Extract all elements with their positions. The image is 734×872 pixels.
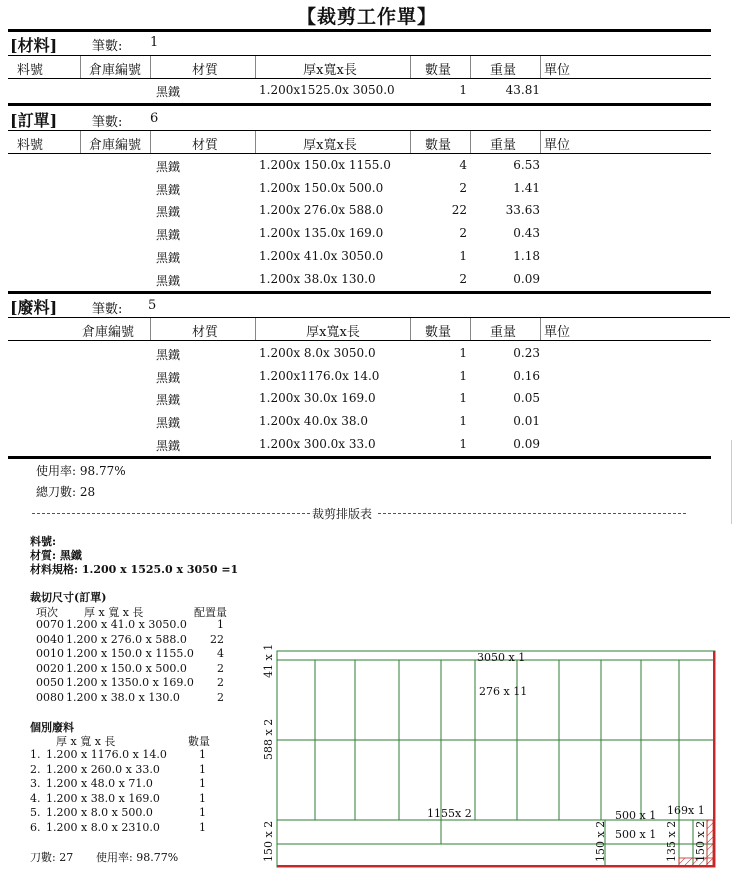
row-material: 黑鐵 <box>156 160 181 174</box>
cut-idx: 0010 <box>36 647 64 660</box>
row-dimensions: 1.200x 150.0x 1155.0 <box>259 158 391 172</box>
row-material: 黑鐵 <box>156 205 181 220</box>
label-left-588: 588 x 2 <box>262 718 275 760</box>
row-weight: 0.43 <box>513 226 540 241</box>
orders-count-label: 筆數: <box>92 115 123 130</box>
cut-qty: 1 <box>217 618 224 631</box>
scrap-qty: 1 <box>199 820 206 834</box>
label-mid: 276 x 11 <box>479 685 528 698</box>
scrap-qty: 1 <box>199 777 206 790</box>
scrap-no: 6. <box>30 820 41 834</box>
row-dimensions: 1.200x 135.0x 169.0 <box>259 226 384 241</box>
scrap-list-header-dim: 厚 x 寬 x 長 <box>56 735 116 748</box>
page-edge <box>731 440 732 524</box>
cut-dim: 1.200 x 276.0 x 588.0 <box>66 632 187 646</box>
materials-count-label: 筆數: <box>92 39 123 54</box>
rule <box>8 317 730 318</box>
column-header: 材質 <box>191 138 218 153</box>
row-dimensions: 1.200x1525.0x 3050.0 <box>259 83 395 97</box>
row-quantity: 1 <box>459 83 467 97</box>
column-header: 料號 <box>16 63 43 78</box>
label-left-150: 150 x 2 <box>262 820 275 862</box>
column-header: 厚x寬x長 <box>303 138 357 153</box>
materials-heading: [材料] <box>10 36 58 55</box>
material-label: 材質: 黑鐵 <box>30 549 82 562</box>
row-quantity: 1 <box>459 368 467 383</box>
column-divider <box>470 318 471 340</box>
column-header: 重量 <box>489 138 516 153</box>
scrap-dim: 1.200 x 48.0 x 71.0 <box>46 777 153 790</box>
label-v150: 150 x 2 <box>594 820 607 862</box>
row-weight: 0.23 <box>513 346 540 360</box>
row-weight: 0.05 <box>513 391 540 406</box>
row-material: 黑鐵 <box>156 416 181 431</box>
divider-left <box>32 513 310 514</box>
cut-dim: 1.200 x 150.0 x 500.0 <box>66 661 187 675</box>
column-header: 重量 <box>489 325 516 340</box>
cut-dim: 1.200 x 1350.0 x 169.0 <box>66 676 194 689</box>
row-dimensions: 1.200x 38.0x 130.0 <box>259 271 376 286</box>
row-material: 黑鐵 <box>156 85 181 99</box>
label-500a: 500 x 1 <box>615 809 657 822</box>
cut-idx: 0080 <box>36 690 64 704</box>
row-dimensions: 1.200x 30.0x 169.0 <box>259 391 376 406</box>
row-quantity: 2 <box>459 271 467 286</box>
scrap-dim: 1.200 x 38.0 x 169.0 <box>46 791 160 805</box>
scrap-count-label: 筆數: <box>92 302 123 317</box>
row-material: 黑鐵 <box>156 438 181 453</box>
cut-dim: 1.200 x 150.0 x 1155.0 <box>66 647 194 660</box>
total-cuts: 總刀數: 28 <box>36 485 96 499</box>
label-v150b: 150 x 2 <box>694 820 707 862</box>
page-title: 【裁剪工作單】 <box>296 6 437 28</box>
scrap-dim: 1.200 x 8.0 x 500.0 <box>46 806 153 819</box>
column-divider <box>540 131 541 153</box>
row-quantity: 1 <box>459 436 467 451</box>
scrap-no: 3. <box>30 777 41 790</box>
row-dimensions: 1.200x 41.0x 3050.0 <box>259 248 384 263</box>
row-weight: 43.81 <box>505 83 540 97</box>
label-top: 3050 x 1 <box>477 651 526 664</box>
column-header: 倉庫編號 <box>81 325 134 340</box>
cut-idx: 0020 <box>36 661 64 675</box>
column-divider <box>80 56 81 78</box>
row-quantity: 2 <box>459 180 467 195</box>
column-divider <box>150 131 151 153</box>
row-dimensions: 1.200x1176.0x 14.0 <box>259 368 380 383</box>
part-no: 料號: <box>30 535 57 548</box>
cut-qty: 22 <box>210 632 224 646</box>
column-divider <box>540 318 541 340</box>
column-divider <box>410 56 411 78</box>
rule <box>8 130 711 131</box>
row-quantity: 1 <box>459 248 467 263</box>
row-material: 黑鐵 <box>156 182 181 197</box>
rule <box>8 29 711 32</box>
row-quantity: 1 <box>459 391 467 406</box>
rule <box>8 153 711 154</box>
row-weight: 0.16 <box>513 368 540 383</box>
row-weight: 1.41 <box>513 180 540 195</box>
label-1155: 1155x 2 <box>427 807 472 820</box>
scrap-no: 4. <box>30 791 41 805</box>
layout-heading: 裁剪排版表 <box>312 507 373 521</box>
cut-idx: 0070 <box>36 618 64 631</box>
rule <box>8 340 711 341</box>
rule <box>8 55 711 56</box>
label-left-41: 41 x 1 <box>262 643 275 678</box>
row-weight: 0.01 <box>513 414 540 429</box>
row-material: 黑鐵 <box>156 370 181 385</box>
column-header: 單位 <box>544 138 571 153</box>
column-header: 數量 <box>424 63 451 78</box>
cut-header-qty: 配置量 <box>194 606 227 619</box>
row-dimensions: 1.200x 276.0x 588.0 <box>259 203 384 218</box>
column-header: 材質 <box>191 63 218 78</box>
column-header: 數量 <box>424 325 451 340</box>
scrap-dim: 1.200 x 1176.0 x 14.0 <box>46 748 167 761</box>
row-quantity: 4 <box>459 158 467 172</box>
scrap-dim: 1.200 x 8.0 x 2310.0 <box>46 820 160 834</box>
row-material: 黑鐵 <box>156 393 181 408</box>
column-divider <box>410 318 411 340</box>
cut-header-idx: 項次 <box>36 606 58 619</box>
cut-qty: 2 <box>217 676 224 689</box>
footer-cuts: 刀數: 27 <box>30 851 74 864</box>
column-header: 數量 <box>424 138 451 153</box>
column-divider <box>255 318 256 340</box>
column-header: 重量 <box>489 63 516 78</box>
scrap-no: 5. <box>30 806 41 819</box>
scrap-list-title: 個別廢料 <box>30 721 74 734</box>
scrap-list-header-qty: 數量 <box>188 735 210 748</box>
row-quantity: 2 <box>459 226 467 241</box>
column-divider <box>410 131 411 153</box>
cut-idx: 0040 <box>36 632 64 646</box>
column-header: 倉庫編號 <box>88 63 141 78</box>
row-dimensions: 1.200x 40.0x 38.0 <box>259 414 368 429</box>
row-material: 黑鐵 <box>156 228 181 243</box>
row-material: 黑鐵 <box>156 273 181 288</box>
cut-qty: 4 <box>217 647 224 660</box>
column-divider <box>80 131 81 153</box>
cut-idx: 0050 <box>36 676 64 689</box>
row-weight: 1.18 <box>513 248 540 263</box>
rule <box>8 291 711 294</box>
cutting-diagram <box>255 630 725 870</box>
column-divider <box>150 56 151 78</box>
column-divider <box>150 318 151 340</box>
scrap-qty: 1 <box>199 748 206 761</box>
rule <box>8 456 711 459</box>
scrap-qty: 1 <box>199 806 206 819</box>
row-weight: 6.53 <box>513 158 540 172</box>
row-quantity: 1 <box>459 346 467 360</box>
materials-count: 1 <box>150 35 159 50</box>
column-header: 單位 <box>544 325 571 340</box>
cut-title: 裁切尺寸(訂單) <box>30 591 107 604</box>
column-divider <box>255 56 256 78</box>
cut-dim: 1.200 x 38.0 x 130.0 <box>66 690 180 704</box>
label-v135: 135 x 2 <box>665 820 678 862</box>
label-169: 169x 1 <box>667 804 705 817</box>
column-divider <box>470 56 471 78</box>
orders-count: 6 <box>150 111 159 126</box>
row-weight: 0.09 <box>513 271 540 286</box>
column-divider <box>540 56 541 78</box>
column-header: 厚x寬x長 <box>303 63 357 78</box>
row-weight: 0.09 <box>513 436 540 451</box>
scrap-no: 1. <box>30 748 41 761</box>
column-header: 材質 <box>191 325 218 340</box>
column-header: 倉庫編號 <box>88 138 141 153</box>
scrap-no: 2. <box>30 762 41 776</box>
row-dimensions: 1.200x 150.0x 500.0 <box>259 180 384 195</box>
spec-label: 材料規格: 1.200 x 1525.0 x 3050 =1 <box>30 563 239 576</box>
scrap-count: 5 <box>148 298 157 313</box>
cut-dim: 1.200 x 41.0 x 3050.0 <box>66 618 187 631</box>
row-material: 黑鐵 <box>156 250 181 265</box>
column-divider <box>470 131 471 153</box>
row-dimensions: 1.200x 300.0x 33.0 <box>259 436 376 451</box>
scrap-qty: 1 <box>199 762 206 776</box>
column-header: 厚x寬x長 <box>306 325 360 340</box>
cut-qty: 2 <box>217 690 224 704</box>
orders-heading: [訂單] <box>10 111 58 130</box>
label-500b: 500 x 1 <box>615 828 657 841</box>
cut-header-dim: 厚 x 寬 x 長 <box>84 606 144 619</box>
rule <box>8 78 711 79</box>
column-header: 料號 <box>16 138 43 153</box>
rule <box>8 103 711 106</box>
column-divider <box>255 131 256 153</box>
row-weight: 33.63 <box>505 203 540 218</box>
footer-usage: 使用率: 98.77% <box>96 851 179 864</box>
scrap-qty: 1 <box>199 791 206 805</box>
cut-qty: 2 <box>217 661 224 675</box>
usage-rate: 使用率: 98.77% <box>36 464 126 478</box>
row-quantity: 1 <box>459 414 467 429</box>
divider-right <box>378 513 686 514</box>
scrap-heading: [廢料] <box>10 298 58 317</box>
column-header: 單位 <box>544 63 571 78</box>
row-dimensions: 1.200x 8.0x 3050.0 <box>259 346 376 360</box>
row-quantity: 22 <box>451 203 467 218</box>
row-material: 黑鐵 <box>156 348 181 362</box>
scrap-dim: 1.200 x 260.0 x 33.0 <box>46 762 160 776</box>
